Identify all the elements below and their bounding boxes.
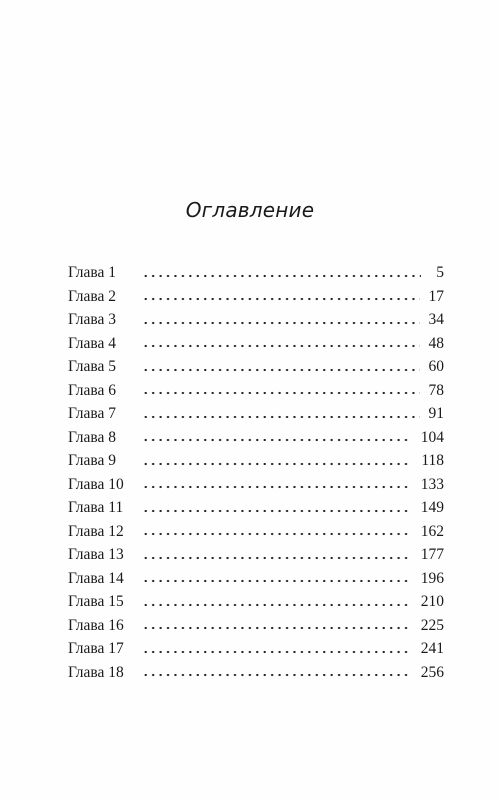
dot-leader [142, 508, 412, 514]
dot-leader [142, 625, 412, 631]
toc-entry [68, 637, 444, 661]
toc-entry [68, 285, 444, 309]
toc-entry [68, 614, 444, 638]
toc-entry-page: 118 [421, 452, 444, 469]
toc-entry [68, 449, 444, 473]
toc-entry-label: Глава 5 [68, 358, 117, 375]
toc-entry [68, 496, 444, 520]
toc-entry [68, 520, 444, 544]
dot-leader [142, 484, 412, 490]
toc-entry-label: Глава 14 [68, 569, 124, 587]
toc-entry-page: 210 [420, 593, 444, 610]
toc-entry-label: Глава 4 [68, 334, 117, 352]
toc-entry-label: Глава 13 [68, 546, 124, 563]
dot-leader [142, 602, 412, 608]
toc-entry-label: Глава 3 [68, 311, 117, 328]
toc-entry [68, 661, 444, 685]
dot-leader [142, 649, 412, 655]
dot-leader [142, 414, 420, 420]
toc-entry-page: 177 [420, 546, 444, 563]
toc-entry-label: Глава 1 [68, 264, 117, 281]
toc-entry [68, 308, 444, 332]
dot-leader [142, 367, 420, 373]
dot-leader [142, 578, 412, 584]
dot-leader [142, 390, 420, 396]
toc-entry-label: Глава 2 [68, 287, 117, 305]
toc-entry-page: 48 [428, 334, 444, 352]
toc-entry [68, 261, 444, 285]
toc-entry-page: 34 [428, 311, 444, 328]
toc-entry [68, 402, 444, 426]
toc-entry [68, 379, 444, 403]
toc-entry [68, 473, 444, 497]
dot-leader [142, 672, 412, 678]
toc-entry [68, 355, 444, 379]
toc-entry-label: Глава 15 [68, 593, 124, 610]
toc-entry [68, 543, 444, 567]
dot-leader [142, 461, 412, 467]
dot-leader [142, 343, 420, 349]
toc-entry-page: 78 [428, 381, 444, 399]
toc-entry [68, 567, 444, 591]
page-title: Оглавление [185, 198, 315, 222]
toc-entry-page: 196 [420, 569, 444, 587]
dot-leader [142, 296, 420, 302]
toc-entry-page: 241 [420, 640, 444, 657]
toc-entry-page: 162 [420, 522, 444, 540]
toc-entry-label: Глава 17 [68, 640, 124, 657]
toc-entry-page: 17 [428, 287, 444, 305]
toc-entry-page: 5 [436, 264, 444, 281]
toc-entry-label: Глава 10 [68, 475, 124, 493]
toc-entry [68, 590, 444, 614]
dot-leader [142, 273, 421, 279]
toc-entry-page: 60 [428, 358, 444, 375]
toc-entry-label: Глава 8 [68, 428, 117, 446]
toc-entry-page: 133 [420, 475, 444, 493]
toc-entry-page: 91 [428, 405, 444, 422]
dot-leader [142, 320, 420, 326]
toc-entry-page: 149 [420, 499, 444, 516]
toc-entry-page: 225 [420, 616, 444, 634]
dot-leader [142, 437, 412, 443]
table-of-contents [68, 261, 444, 684]
toc-entry-label: Глава 11 [68, 499, 124, 516]
toc-entry-label: Глава 6 [68, 381, 117, 399]
dot-leader [142, 555, 412, 561]
toc-entry [68, 332, 444, 356]
toc-entry-label: Глава 9 [68, 452, 117, 469]
toc-entry-page: 256 [420, 663, 444, 681]
toc-entry-label: Глава 16 [68, 616, 124, 634]
toc-entry [68, 426, 444, 450]
toc-entry-label: Глава 12 [68, 522, 124, 540]
toc-entry-label: Глава 18 [68, 663, 124, 681]
dot-leader [142, 531, 412, 537]
toc-entry-page: 104 [420, 428, 444, 446]
toc-entry-label: Глава 7 [68, 405, 117, 422]
